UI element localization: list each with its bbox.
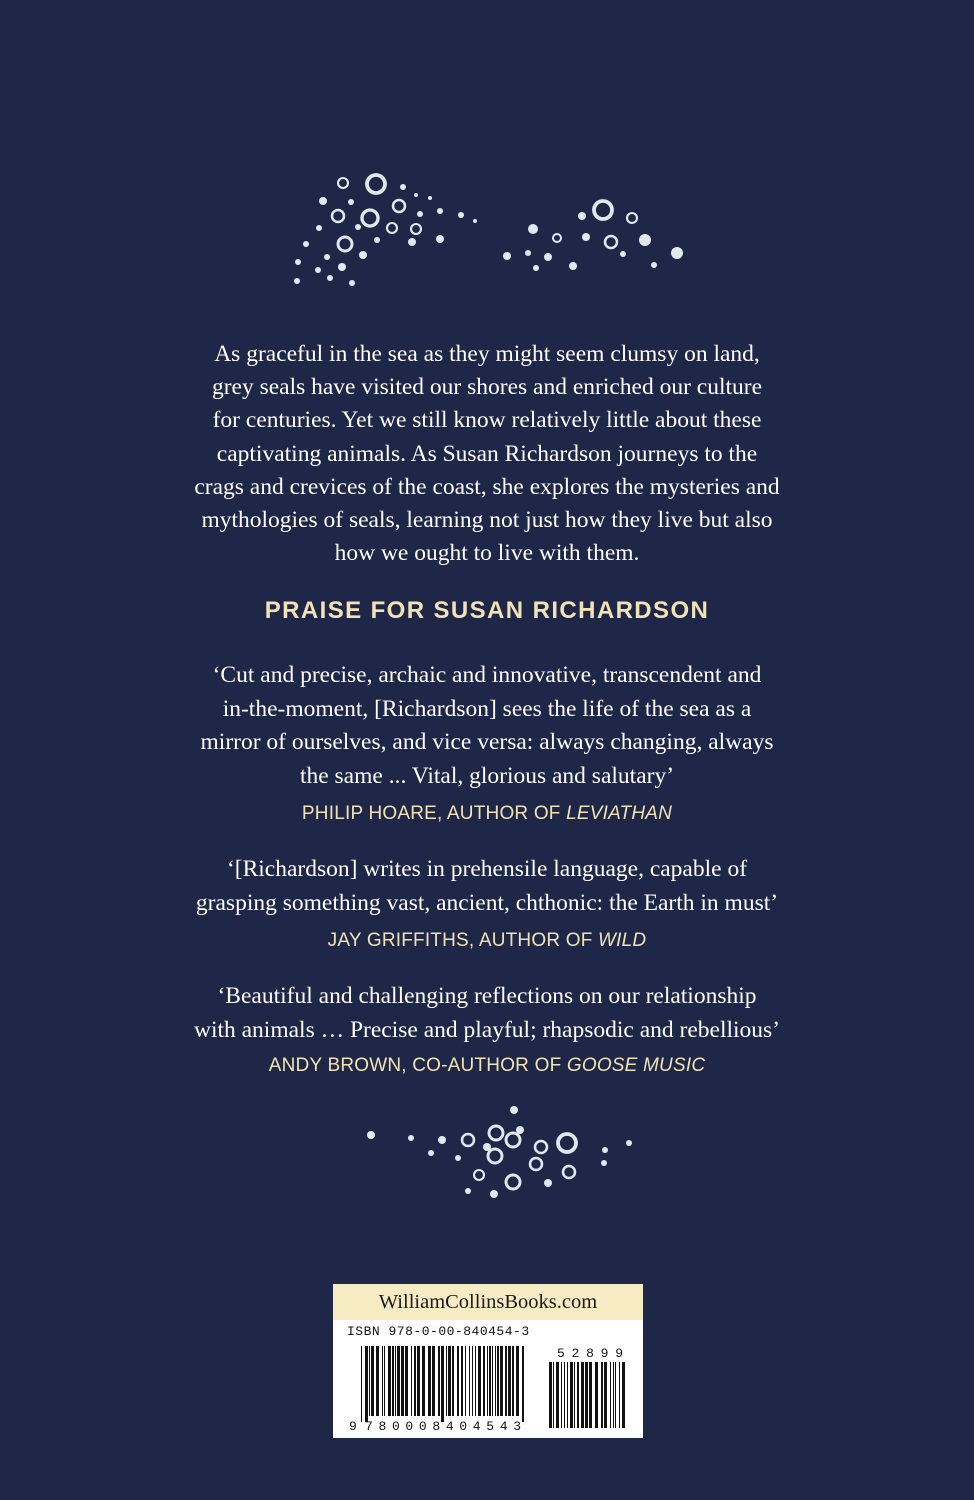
bubble-dot bbox=[651, 262, 657, 268]
bubble-dot bbox=[544, 253, 552, 261]
bubble-dot bbox=[359, 251, 367, 259]
barcode-bar bbox=[422, 1346, 425, 1416]
barcode-bar bbox=[438, 1346, 440, 1416]
bubble-dot bbox=[465, 1188, 471, 1194]
barcode-bar bbox=[516, 1346, 519, 1416]
barcode-bar bbox=[489, 1346, 491, 1416]
ean-barcode-bars bbox=[361, 1346, 524, 1422]
barcode-bar bbox=[432, 1346, 435, 1416]
quote-line: ‘Beautiful and challenging reflections on our relationship bbox=[217, 983, 757, 1009]
bubble-dot bbox=[400, 184, 406, 190]
attribution-book-title: LEVIATHAN bbox=[566, 803, 673, 824]
bubble-ring bbox=[563, 1166, 575, 1178]
blurb-text bbox=[140, 338, 834, 570]
bubble-dot bbox=[503, 252, 511, 260]
barcode-bar bbox=[388, 1346, 391, 1416]
barcode-bar bbox=[452, 1346, 454, 1416]
barcode-bar bbox=[369, 1346, 370, 1416]
barcode-bar bbox=[417, 1346, 420, 1416]
bubble-dot bbox=[428, 196, 432, 200]
barcode-bar bbox=[376, 1346, 379, 1416]
bubble-dot bbox=[327, 275, 333, 281]
barcode-bar bbox=[448, 1346, 451, 1416]
blurb-line: As graceful in the sea as they might seem clumsy on land, bbox=[214, 341, 760, 367]
bubble-ring bbox=[338, 178, 348, 188]
barcode-bar bbox=[549, 1362, 552, 1428]
barcode-bar bbox=[512, 1346, 514, 1416]
bubble-dot bbox=[438, 1136, 446, 1144]
barcode-bar bbox=[522, 1346, 524, 1422]
quote-line: ‘Cut and precise, archaic and innovative, transcendent and bbox=[212, 662, 762, 688]
bubble-dot bbox=[316, 225, 322, 231]
bubble-ring bbox=[594, 201, 612, 219]
bubble-dot bbox=[544, 1179, 552, 1187]
bubble-ring bbox=[553, 234, 561, 242]
barcode-panel bbox=[333, 1284, 643, 1438]
barcode-bar bbox=[619, 1362, 620, 1428]
bubble-decoration-top bbox=[0, 160, 974, 310]
bubble-ring bbox=[362, 210, 378, 226]
bubble-dot bbox=[374, 237, 380, 243]
blurb-line: captivating animals. As Susan Richardson journeys to the bbox=[216, 440, 758, 467]
bubble-dot bbox=[525, 250, 531, 256]
barcode-bar bbox=[371, 1346, 374, 1416]
attribution-author: PHILIP HOARE, AUTHOR OF bbox=[301, 803, 567, 824]
barcode-bar bbox=[615, 1362, 616, 1428]
barcode-bar bbox=[395, 1346, 396, 1416]
quote-line: in-the-moment, [Richardson] sees the life of the sea as a bbox=[222, 695, 752, 722]
barcode-bar bbox=[613, 1362, 614, 1428]
blurb-line: crags and crevices of the coast, she explores the mysteries and bbox=[194, 473, 780, 500]
bubble-dot bbox=[516, 1126, 524, 1134]
barcode-bar bbox=[465, 1346, 466, 1416]
quote-attribution bbox=[0, 803, 974, 825]
barcode-bar bbox=[361, 1346, 362, 1422]
barcode-bar bbox=[574, 1362, 575, 1428]
bubble-dot bbox=[639, 234, 651, 246]
bubble-dot bbox=[355, 224, 361, 230]
bubble-ring bbox=[474, 1170, 484, 1180]
barcode-bar bbox=[570, 1362, 573, 1428]
bubble-dot bbox=[582, 233, 590, 241]
barcode-bar bbox=[505, 1346, 507, 1416]
barcode-bar bbox=[461, 1346, 463, 1416]
quote-attribution bbox=[0, 930, 974, 952]
bubble-ring bbox=[535, 1141, 547, 1153]
bubble-ring bbox=[489, 1126, 503, 1140]
bubble-ring bbox=[506, 1175, 520, 1189]
bubble-ring bbox=[367, 175, 385, 193]
review-quote bbox=[140, 980, 834, 1047]
barcode-bar bbox=[487, 1346, 488, 1416]
bubble-ring bbox=[393, 200, 405, 212]
praise-heading: PRAISE FOR SUSAN RICHARDSON bbox=[264, 597, 710, 624]
ean-digits: 780008404543 bbox=[365, 1419, 521, 1434]
barcode-bar bbox=[469, 1346, 470, 1416]
review-quote bbox=[140, 853, 834, 920]
barcode-bar bbox=[553, 1362, 554, 1428]
isbn-label: ISBN 978-0-00-840454-3 bbox=[347, 1324, 530, 1339]
bubble-dot bbox=[319, 197, 327, 205]
bubble-dot bbox=[620, 251, 626, 257]
bubble-dot bbox=[602, 1147, 608, 1153]
bubble-dot bbox=[626, 1140, 632, 1146]
barcode-bar bbox=[589, 1362, 592, 1428]
bubble-ring bbox=[462, 1134, 474, 1146]
attribution-book-title: WILD bbox=[598, 930, 647, 951]
blurb-line: how we ought to live with them. bbox=[334, 540, 640, 567]
bubble-ring bbox=[530, 1158, 542, 1170]
bubble-dot bbox=[455, 1155, 461, 1161]
barcode-bar bbox=[441, 1346, 444, 1422]
barcode-bar bbox=[564, 1362, 565, 1428]
bubble-dot bbox=[528, 224, 538, 234]
quote-line: with animals … Precise and playful; rhapsodic and rebellious’ bbox=[193, 1016, 781, 1043]
price-barcode-bars bbox=[549, 1362, 625, 1428]
attribution-book-title: GOOSE MUSIC bbox=[566, 1055, 706, 1076]
barcode-bar bbox=[581, 1362, 584, 1428]
barcode-bar bbox=[595, 1362, 598, 1428]
bubble-ring bbox=[627, 213, 637, 223]
bubble-dot bbox=[315, 267, 321, 273]
barcode-bar bbox=[475, 1346, 476, 1416]
barcode-bar bbox=[392, 1346, 394, 1416]
bubble-dot bbox=[349, 280, 355, 286]
bubble-decoration-bottom bbox=[0, 1090, 974, 1210]
barcode-bar bbox=[384, 1346, 385, 1416]
bubble-dot bbox=[601, 1160, 607, 1166]
bubble-dot bbox=[338, 263, 346, 271]
barcode-bar bbox=[446, 1346, 447, 1416]
price-code: 52899 bbox=[557, 1346, 623, 1361]
barcode-bar bbox=[478, 1346, 481, 1416]
barcode-bar bbox=[601, 1362, 603, 1428]
bubble-ring bbox=[387, 223, 397, 233]
bubble-dot bbox=[569, 262, 577, 270]
bubble-ring bbox=[488, 1149, 502, 1163]
quote-attribution bbox=[0, 1055, 974, 1077]
barcode-bar bbox=[585, 1362, 588, 1428]
bubble-dot bbox=[458, 212, 464, 218]
barcode-bar bbox=[497, 1346, 499, 1416]
barcode-bar bbox=[561, 1362, 562, 1428]
blurb-line: for centuries. Yet we still know relatively little about these bbox=[212, 407, 762, 434]
bubble-dot bbox=[490, 1190, 498, 1198]
publisher-website: WilliamCollinsBooks.com bbox=[333, 1284, 643, 1320]
barcode-bar bbox=[495, 1346, 496, 1416]
bubble-dot bbox=[303, 241, 309, 247]
bubble-dot bbox=[533, 265, 539, 271]
bubble-dot bbox=[671, 247, 683, 259]
barcode-bar bbox=[508, 1346, 511, 1416]
ean-lead-digit: 9 bbox=[349, 1419, 357, 1434]
barcode-bar bbox=[610, 1362, 611, 1428]
barcode-bar bbox=[405, 1346, 408, 1416]
barcode-bar bbox=[472, 1346, 473, 1416]
barcode-bar bbox=[382, 1346, 383, 1416]
quote-line: mirror of ourselves, and vice versa: always changing, always bbox=[200, 729, 774, 755]
barcode-graphic bbox=[345, 1344, 635, 1434]
barcode-bar bbox=[397, 1346, 400, 1416]
barcode-bar bbox=[401, 1346, 404, 1416]
barcode-bar bbox=[483, 1346, 485, 1416]
bubble-dot bbox=[578, 212, 586, 220]
bubble-dot bbox=[367, 1131, 375, 1139]
quote-line: grasping something vast, ancient, chthonic: the Earth in must’ bbox=[195, 889, 779, 916]
barcode-bar bbox=[414, 1346, 416, 1416]
barcode-bar bbox=[556, 1362, 559, 1428]
review-quote bbox=[140, 659, 834, 793]
quote-line: ‘[Richardson] writes in prehensile language, capable of bbox=[226, 856, 748, 882]
bubble-dot bbox=[510, 1106, 518, 1114]
bubble-ring bbox=[506, 1133, 520, 1147]
bubble-ring bbox=[338, 237, 352, 251]
bubble-ring bbox=[332, 210, 344, 222]
bubble-dot bbox=[428, 1150, 434, 1156]
bubble-ring bbox=[558, 1134, 576, 1152]
bubble-dot bbox=[324, 254, 330, 260]
barcode-bar bbox=[411, 1346, 412, 1416]
blurb-line: grey seals have visited our shores and enriched our culture bbox=[211, 374, 763, 401]
barcode-bar bbox=[622, 1362, 625, 1428]
quote-line: the same ... Vital, glorious and salutary’ bbox=[299, 762, 675, 789]
bubble-ring bbox=[411, 224, 421, 234]
barcode-bar bbox=[577, 1362, 579, 1428]
barcode-bar bbox=[492, 1346, 493, 1416]
bubble-dot bbox=[295, 259, 301, 265]
bubble-dot bbox=[436, 235, 444, 243]
bubble-dot bbox=[408, 1135, 414, 1141]
barcode-bar bbox=[428, 1346, 431, 1416]
bubble-dot bbox=[294, 278, 300, 284]
barcode-bar bbox=[365, 1346, 368, 1422]
bubble-dot bbox=[408, 238, 416, 246]
barcode-bar bbox=[604, 1362, 607, 1428]
attribution-author: ANDY BROWN, CO-AUTHOR OF bbox=[268, 1055, 567, 1076]
bubble-dot bbox=[348, 199, 354, 205]
bubble-dot bbox=[437, 208, 443, 214]
bubble-dot bbox=[417, 211, 423, 217]
barcode-bar bbox=[567, 1362, 568, 1428]
bubble-ring bbox=[605, 236, 617, 248]
bubble-dot bbox=[414, 193, 418, 197]
barcode-bar bbox=[457, 1346, 459, 1416]
bubble-dot bbox=[473, 219, 477, 223]
attribution-author: JAY GRIFFITHS, AUTHOR OF bbox=[327, 930, 598, 951]
barcode-bar bbox=[500, 1346, 503, 1416]
blurb-line: mythologies of seals, learning not just how they live but also bbox=[201, 507, 773, 534]
